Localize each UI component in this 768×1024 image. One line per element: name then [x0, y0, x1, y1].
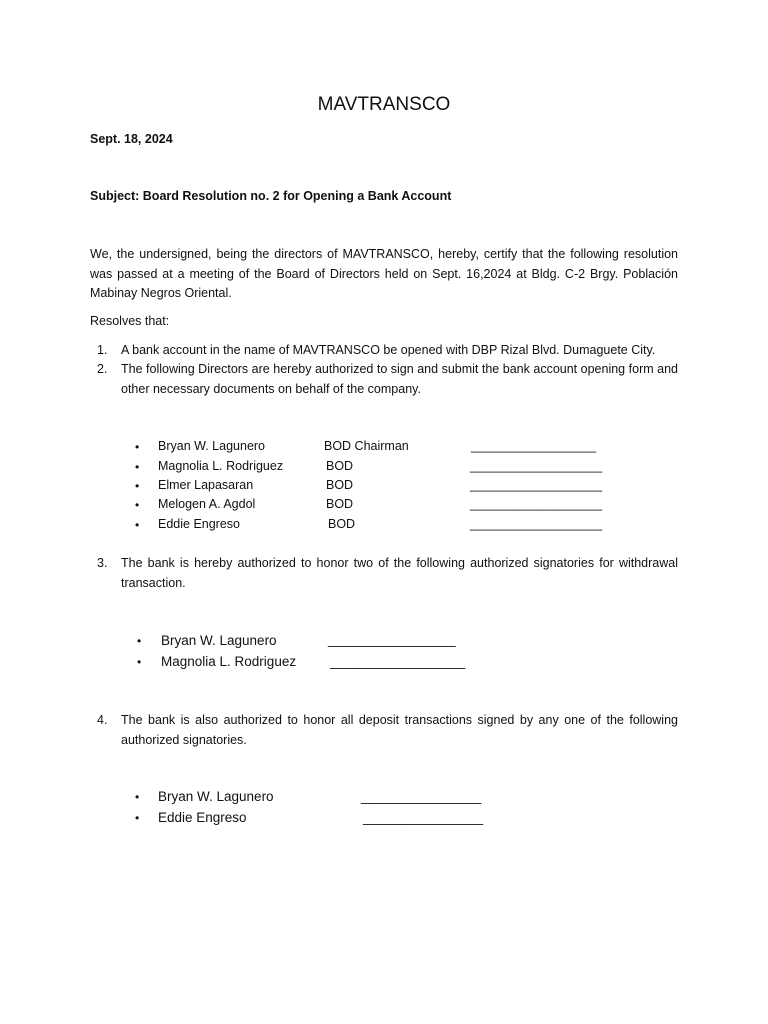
- document-title: MAVTRANSCO: [317, 94, 451, 115]
- director-name: Eddie Engreso: [158, 517, 241, 531]
- director-role: BOD: [326, 459, 354, 473]
- signature-line: ___________________: [470, 517, 603, 531]
- document-date: Sept. 18, 2024: [90, 132, 173, 146]
- document-subject: Subject: Board Resolution no. 2 for Opening a Bank Account: [90, 189, 452, 203]
- bullet: •: [137, 634, 142, 648]
- signature-line: __________________: [330, 654, 466, 669]
- bullet: •: [135, 811, 140, 825]
- signature-line: ________________: [363, 810, 484, 825]
- signature-line: ___________________: [470, 497, 603, 511]
- item-number: 2.: [97, 362, 108, 376]
- bullet: •: [135, 479, 140, 493]
- bullet: •: [137, 655, 142, 669]
- item-number: 3.: [97, 556, 108, 570]
- director-role: BOD: [326, 478, 354, 492]
- signature-line: _________________: [328, 632, 456, 647]
- item-number: 4.: [97, 713, 108, 727]
- item-text: A bank account in the name of MAVTRANSCO be opened with DBP Rizal Blvd. Dumaguete City.: [121, 343, 656, 357]
- director-name: Melogen A. Agdol: [158, 497, 256, 511]
- signatory-name: Eddie Engreso: [158, 810, 247, 825]
- item-text: The bank is hereby authorized to honor two of the following authorized signatories for withdrawal transaction.: [121, 556, 678, 590]
- item-text: The bank is also authorized to honor all deposit transactions signed by any one of the following authorized signatories.: [121, 713, 678, 747]
- resolves-heading: Resolves that:: [90, 314, 170, 328]
- director-name: Bryan W. Lagunero: [158, 439, 266, 453]
- item-text: The following Directors are hereby authorized to sign and submit the bank account opening form and other necessary documents on behalf of the company.: [121, 362, 678, 396]
- bullet: •: [135, 498, 140, 512]
- signature-line: ___________________: [470, 459, 603, 473]
- director-name: Magnolia L. Rodriguez: [158, 459, 284, 473]
- signatory-name: Bryan W. Lagunero: [158, 789, 274, 804]
- director-role: BOD: [328, 517, 356, 531]
- signatory-name: Magnolia L. Rodriguez: [161, 654, 297, 669]
- item-number: 1.: [97, 343, 108, 357]
- signature-line: __________________: [471, 439, 597, 453]
- bullet: •: [135, 460, 140, 474]
- signature-line: ___________________: [470, 478, 603, 492]
- intro-paragraph: We, the undersigned, being the directors of MAVTRANSCO, hereby, certify that the following resolution was passed at a meeting of the Board of Directors held on Sept. 16,2024 at Bldg. C-2 Brgy. Población Mabinay Negros Oriental.: [90, 247, 678, 300]
- signature-line: ________________: [361, 789, 482, 804]
- director-role: BOD Chairman: [324, 439, 409, 453]
- signatory-name: Bryan W. Lagunero: [161, 633, 277, 648]
- bullet: •: [135, 440, 140, 454]
- bullet: •: [135, 518, 140, 532]
- director-role: BOD: [326, 497, 354, 511]
- bullet: •: [135, 790, 140, 804]
- director-name: Elmer Lapasaran: [158, 478, 254, 492]
